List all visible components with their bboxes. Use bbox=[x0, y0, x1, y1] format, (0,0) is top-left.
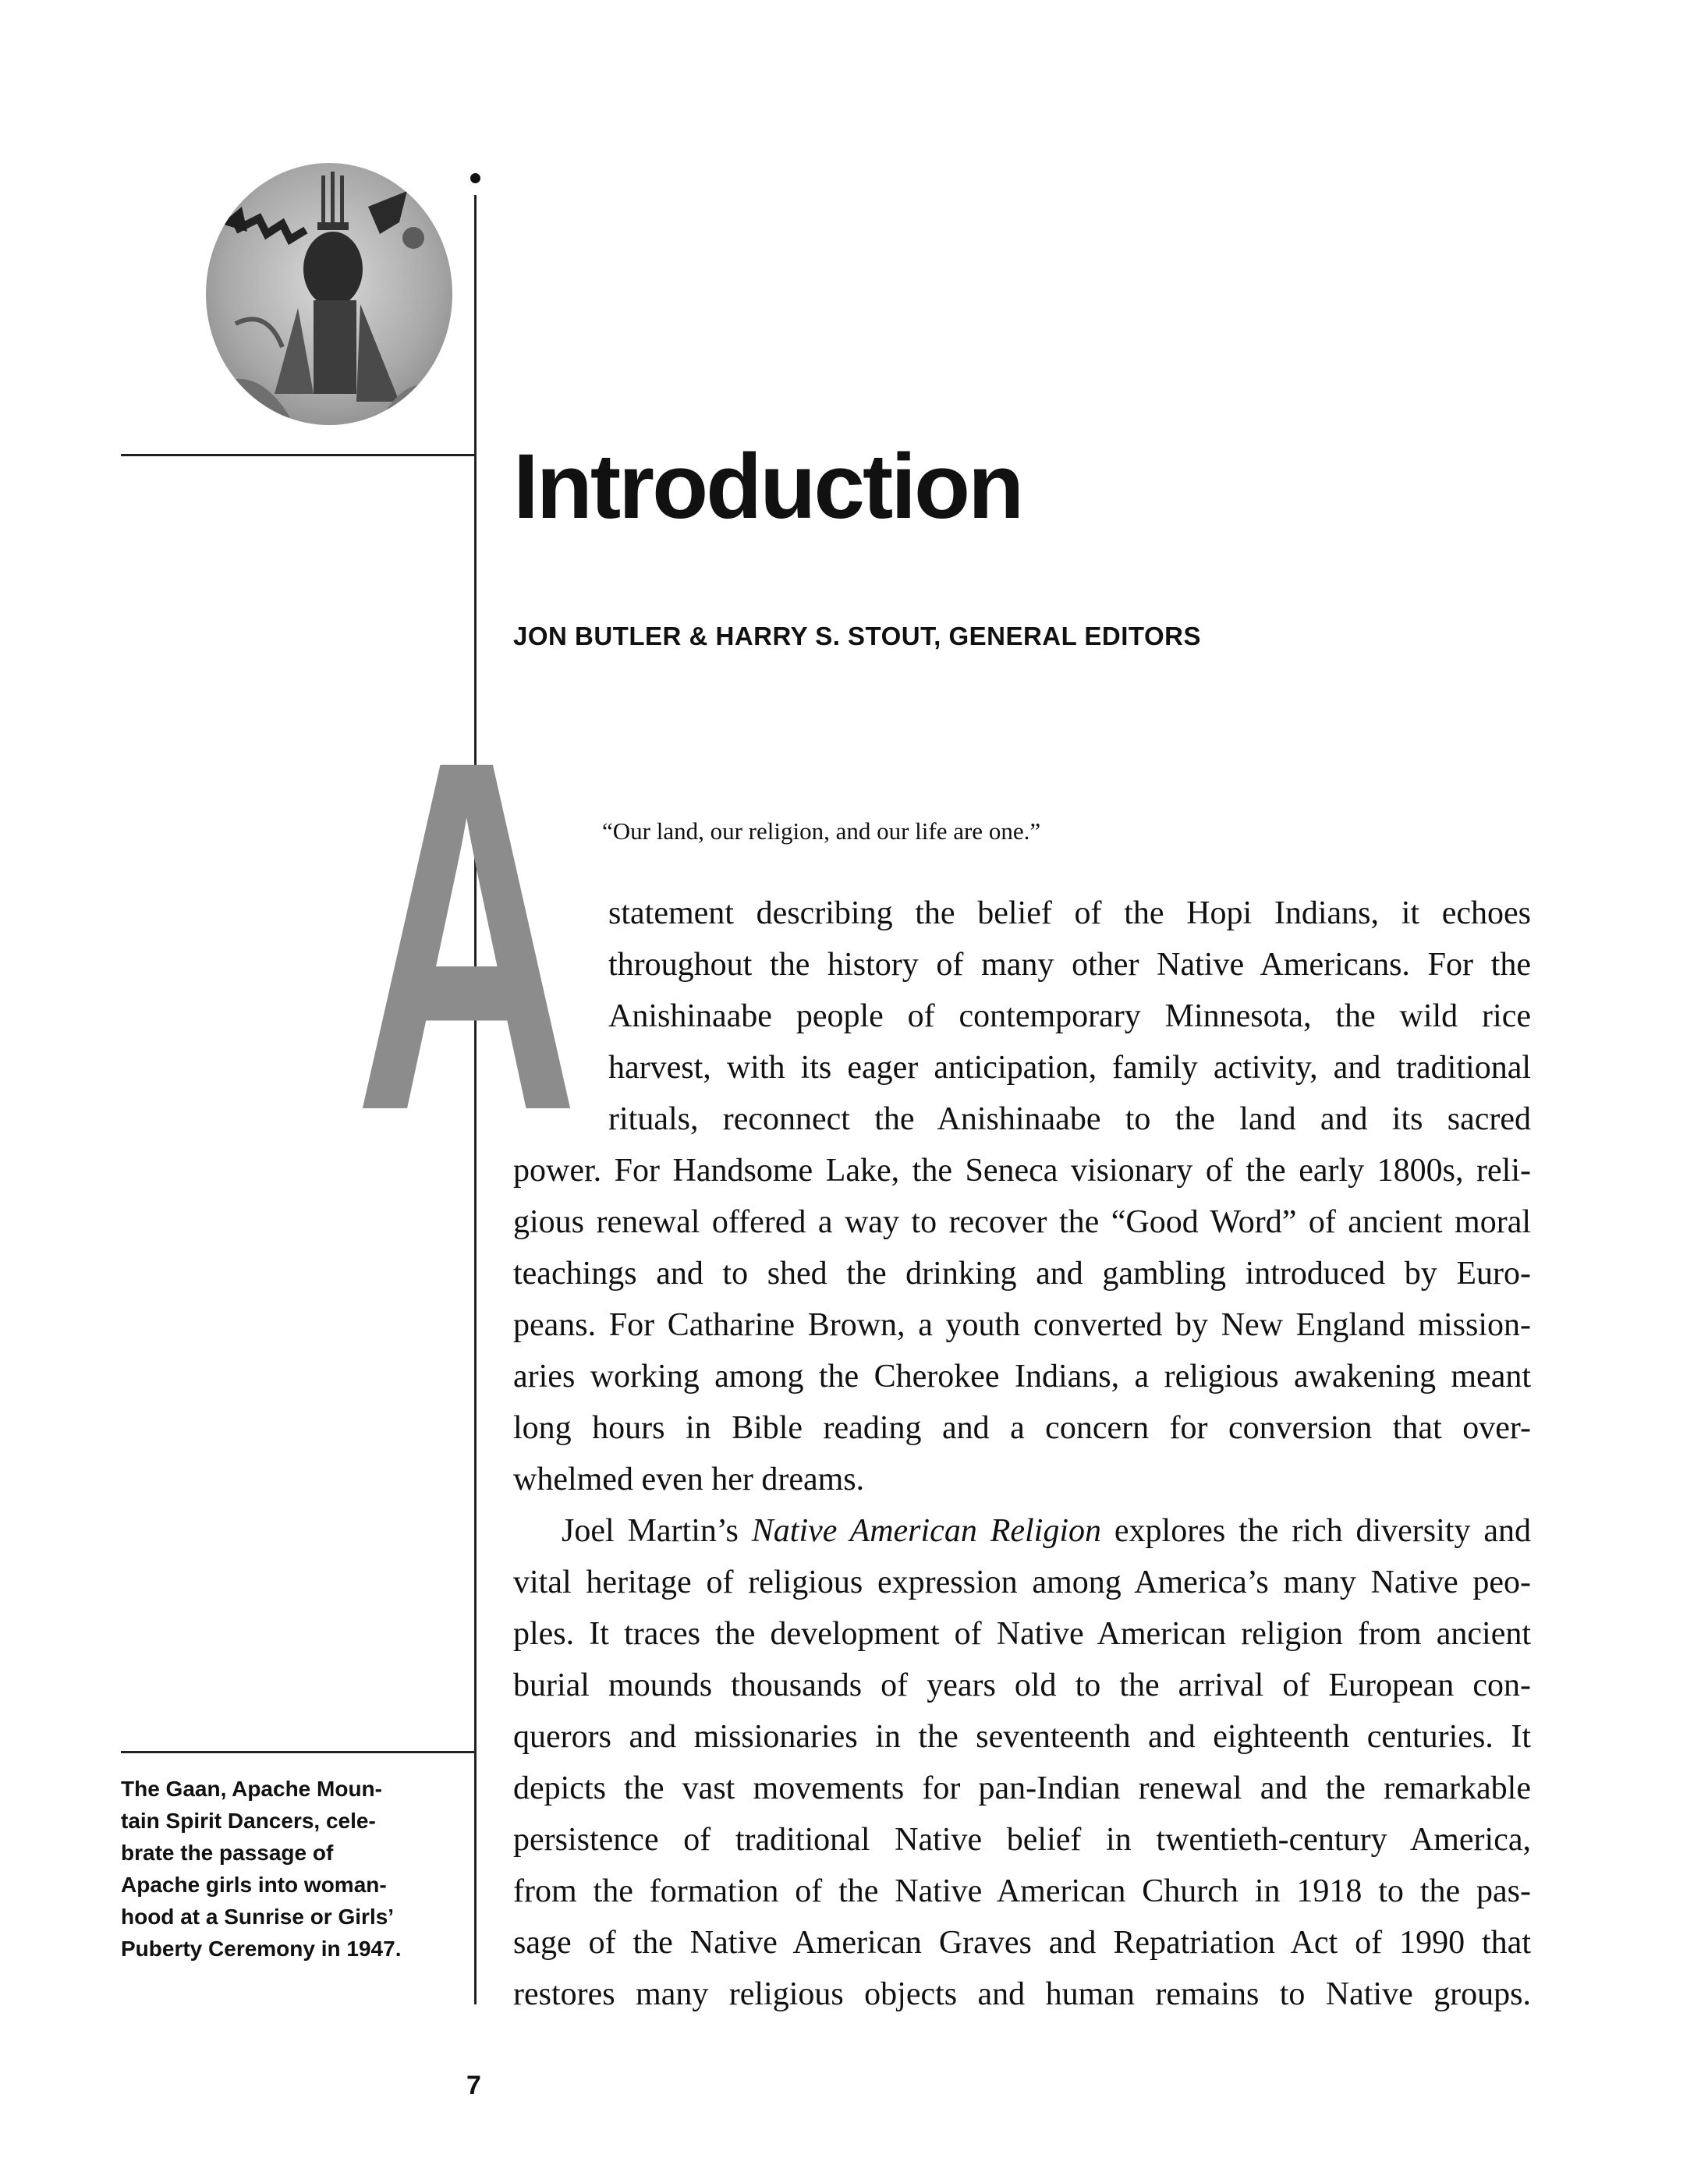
page-number: 7 bbox=[466, 2071, 481, 2100]
body-line: long hours in Bible reading and a concern for conversion that over- bbox=[513, 1410, 1531, 1446]
caption-line: tain Spirit Dancers, cele- bbox=[121, 1809, 376, 1833]
body-line: vital heritage of religious expression among America’s many Native peo- bbox=[513, 1565, 1531, 1600]
body-line: aries working among the Cherokee Indians, a religious awakening meant bbox=[513, 1359, 1531, 1395]
bullet-dot bbox=[470, 173, 480, 183]
body-line: from the formation of the Native American Church in 1918 to the pas- bbox=[513, 1873, 1531, 1909]
epigraph-quote: “Our land, our religion, and our life are one.” bbox=[602, 817, 1041, 845]
body-line: statement describing the belief of the Hopi Indians, it echoes bbox=[608, 895, 1531, 931]
body-line: whelmed even her dreams. bbox=[513, 1462, 865, 1497]
body-line: harvest, with its eager anticipation, family activity, and traditional bbox=[608, 1050, 1531, 1086]
caption-line: Puberty Ceremony in 1947. bbox=[121, 1937, 402, 1961]
body-line: throughout the history of many other Native Americans. For the bbox=[608, 947, 1531, 983]
body-line: Anishinaabe people of contemporary Minnesota, the wild rice bbox=[608, 998, 1531, 1034]
body-line-para2-first bbox=[562, 1515, 1531, 1547]
body-line: burial mounds thousands of years old to the arrival of European con- bbox=[513, 1667, 1531, 1703]
drop-cap: A bbox=[355, 657, 579, 1214]
body-line: rituals, reconnect the Anishinaabe to the land and its sacred bbox=[608, 1101, 1531, 1137]
body-line: ples. It traces the development of Native American religion from ancient bbox=[513, 1616, 1531, 1652]
book-title: Native American Religion bbox=[751, 1513, 1102, 1549]
gaan-dancers-photo bbox=[204, 160, 454, 429]
body-line: power. For Handsome Lake, the Seneca visionary of the early 1800s, reli- bbox=[513, 1153, 1531, 1189]
caption-rule bbox=[121, 1751, 474, 1753]
body-line: restores many religious objects and human remains to Native groups. bbox=[513, 1976, 1531, 2012]
body-line: depicts the vast movements for pan-Indian renewal and the remarkable bbox=[513, 1770, 1531, 1806]
body-line: gious renewal offered a way to recover the “Good Word” of ancient moral bbox=[513, 1204, 1531, 1240]
photo-caption bbox=[121, 1773, 448, 1965]
body-line: teachings and to shed the drinking and gambling introduced by Euro- bbox=[513, 1256, 1531, 1292]
page-title: Introduction bbox=[513, 435, 1022, 538]
body-line: peans. For Catharine Brown, a youth converted by New England mission- bbox=[513, 1307, 1531, 1343]
body-line: sage of the Native American Graves and Repatriation Act of 1990 that bbox=[513, 1925, 1531, 1961]
para2-lead-rest: explores the rich diversity and bbox=[1101, 1513, 1531, 1549]
editors-byline: JON BUTLER & HARRY S. STOUT, GENERAL EDITORS bbox=[513, 622, 1201, 650]
caption-line: hood at a Sunrise or Girls’ bbox=[121, 1905, 395, 1929]
caption-line: The Gaan, Apache Moun- bbox=[121, 1777, 382, 1801]
para2-lead: Joel Martin’s bbox=[562, 1513, 752, 1549]
top-horizontal-rule bbox=[121, 454, 474, 456]
caption-line: brate the passage of bbox=[121, 1841, 334, 1865]
body-line: querors and missionaries in the seventeenth and eighteenth centuries. It bbox=[513, 1719, 1531, 1755]
caption-line: Apache girls into woman- bbox=[121, 1873, 387, 1897]
body-line: persistence of traditional Native belief in twentieth-century America, bbox=[513, 1822, 1531, 1858]
